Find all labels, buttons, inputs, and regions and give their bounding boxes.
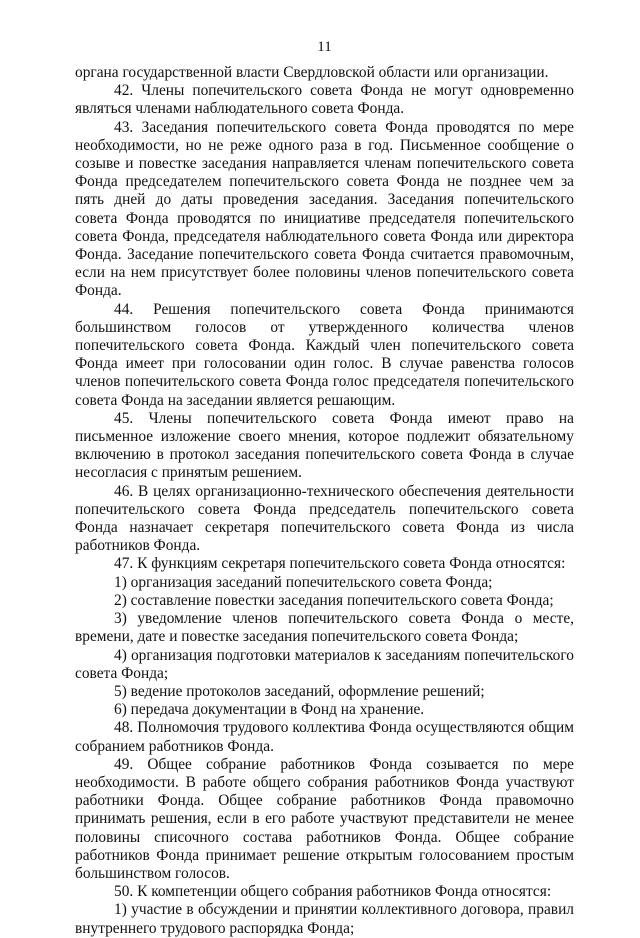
paragraph: органа государственной власти Свердловской области или организации. <box>75 64 549 81</box>
paragraph: 1) организация заседаний попечительского совета Фонда; <box>114 573 493 591</box>
paragraph: 44. Решения попечительского совета Фонда принимаются большинством голосов от утвержденного количества членов попечительского совета Фонда. Каждый член попечительского совета Фонда имеет при голосовании один голос. В случае равенства голосов членов попечительского совета Фонда голос председателя попечительского совета Фонда на заседании является решающим. <box>75 300 574 409</box>
paragraph: 3) уведомление членов попечительского совета Фонда о месте, времени, дате и повестке заседания попечительского совета Фонда; <box>75 610 574 646</box>
document-body <box>75 64 574 938</box>
paragraph: 2) составление повестки заседания попечительского совета Фонда; <box>114 591 554 609</box>
paragraph: 42. Члены попечительского совета Фонда не могут одновременно являться членами наблюдательного совета Фонда. <box>75 82 574 118</box>
paragraph: 47. К функциям секретаря попечительского совета Фонда относятся: <box>114 555 566 573</box>
paragraph: 5) ведение протоколов заседаний, оформление решений; <box>114 682 485 700</box>
paragraph: 45. Члены попечительского совета Фонда имеют право на письменное изложение своего мнения, которое подлежит обязательному включению в протокол заседания попечительского совета Фонда в случае несогласия с принятым решением. <box>75 409 574 482</box>
paragraph: 4) организация подготовки материалов к заседаниям попечительского совета Фонда; <box>75 646 574 682</box>
paragraph: 6) передача документации в Фонд на хранение. <box>114 701 425 719</box>
paragraph: 49. Общее собрание работников Фонда созывается по мере необходимости. В работе общего собрания работников Фонда участвуют работники Фонда. Общее собрание работников Фонда правомочно принимать решения, если в его работе участвуют представители не менее половины списочного состава работников Фонда. Общее собрание работников Фонда принимает решение открытым голосованием простым большинством голосов. <box>75 755 574 882</box>
paragraph: 48. Полномочия трудового коллектива Фонда осуществляются общим собранием работников Фонда. <box>75 719 574 755</box>
paragraph: 50. К компетенции общего собрания работников Фонда относятся: <box>114 883 552 901</box>
paragraph: 1) участие в обсуждении и принятии коллективного договора, правил внутреннего трудового распорядка Фонда; <box>75 901 574 937</box>
paragraph: 46. В целях организационно-технического обеспечения деятельности попечительского совета Фонда председатель попечительского совета Фонда назначает секретаря попечительского совета Фонда из числа работников Фонда. <box>75 482 574 555</box>
page-number: 11 <box>317 39 332 55</box>
paragraph: 43. Заседания попечительского совета Фонда проводятся по мере необходимости, но не реже одного раза в год. Письменное сообщение о созыве и повестке заседания направляется членам попечительского совета Фонда председателем попечительского совета Фонда не позднее чем за пять дней до даты проведения заседания. Заседания попечительского совета Фонда проводятся по инициативе председателя попечительского совета Фонда, председателя наблюдательного совета Фонда или директора Фонда. Заседание попечительского совета Фонда считается правомочным, если на нем присутствует более половины членов попечительского совета Фонда. <box>75 118 574 300</box>
